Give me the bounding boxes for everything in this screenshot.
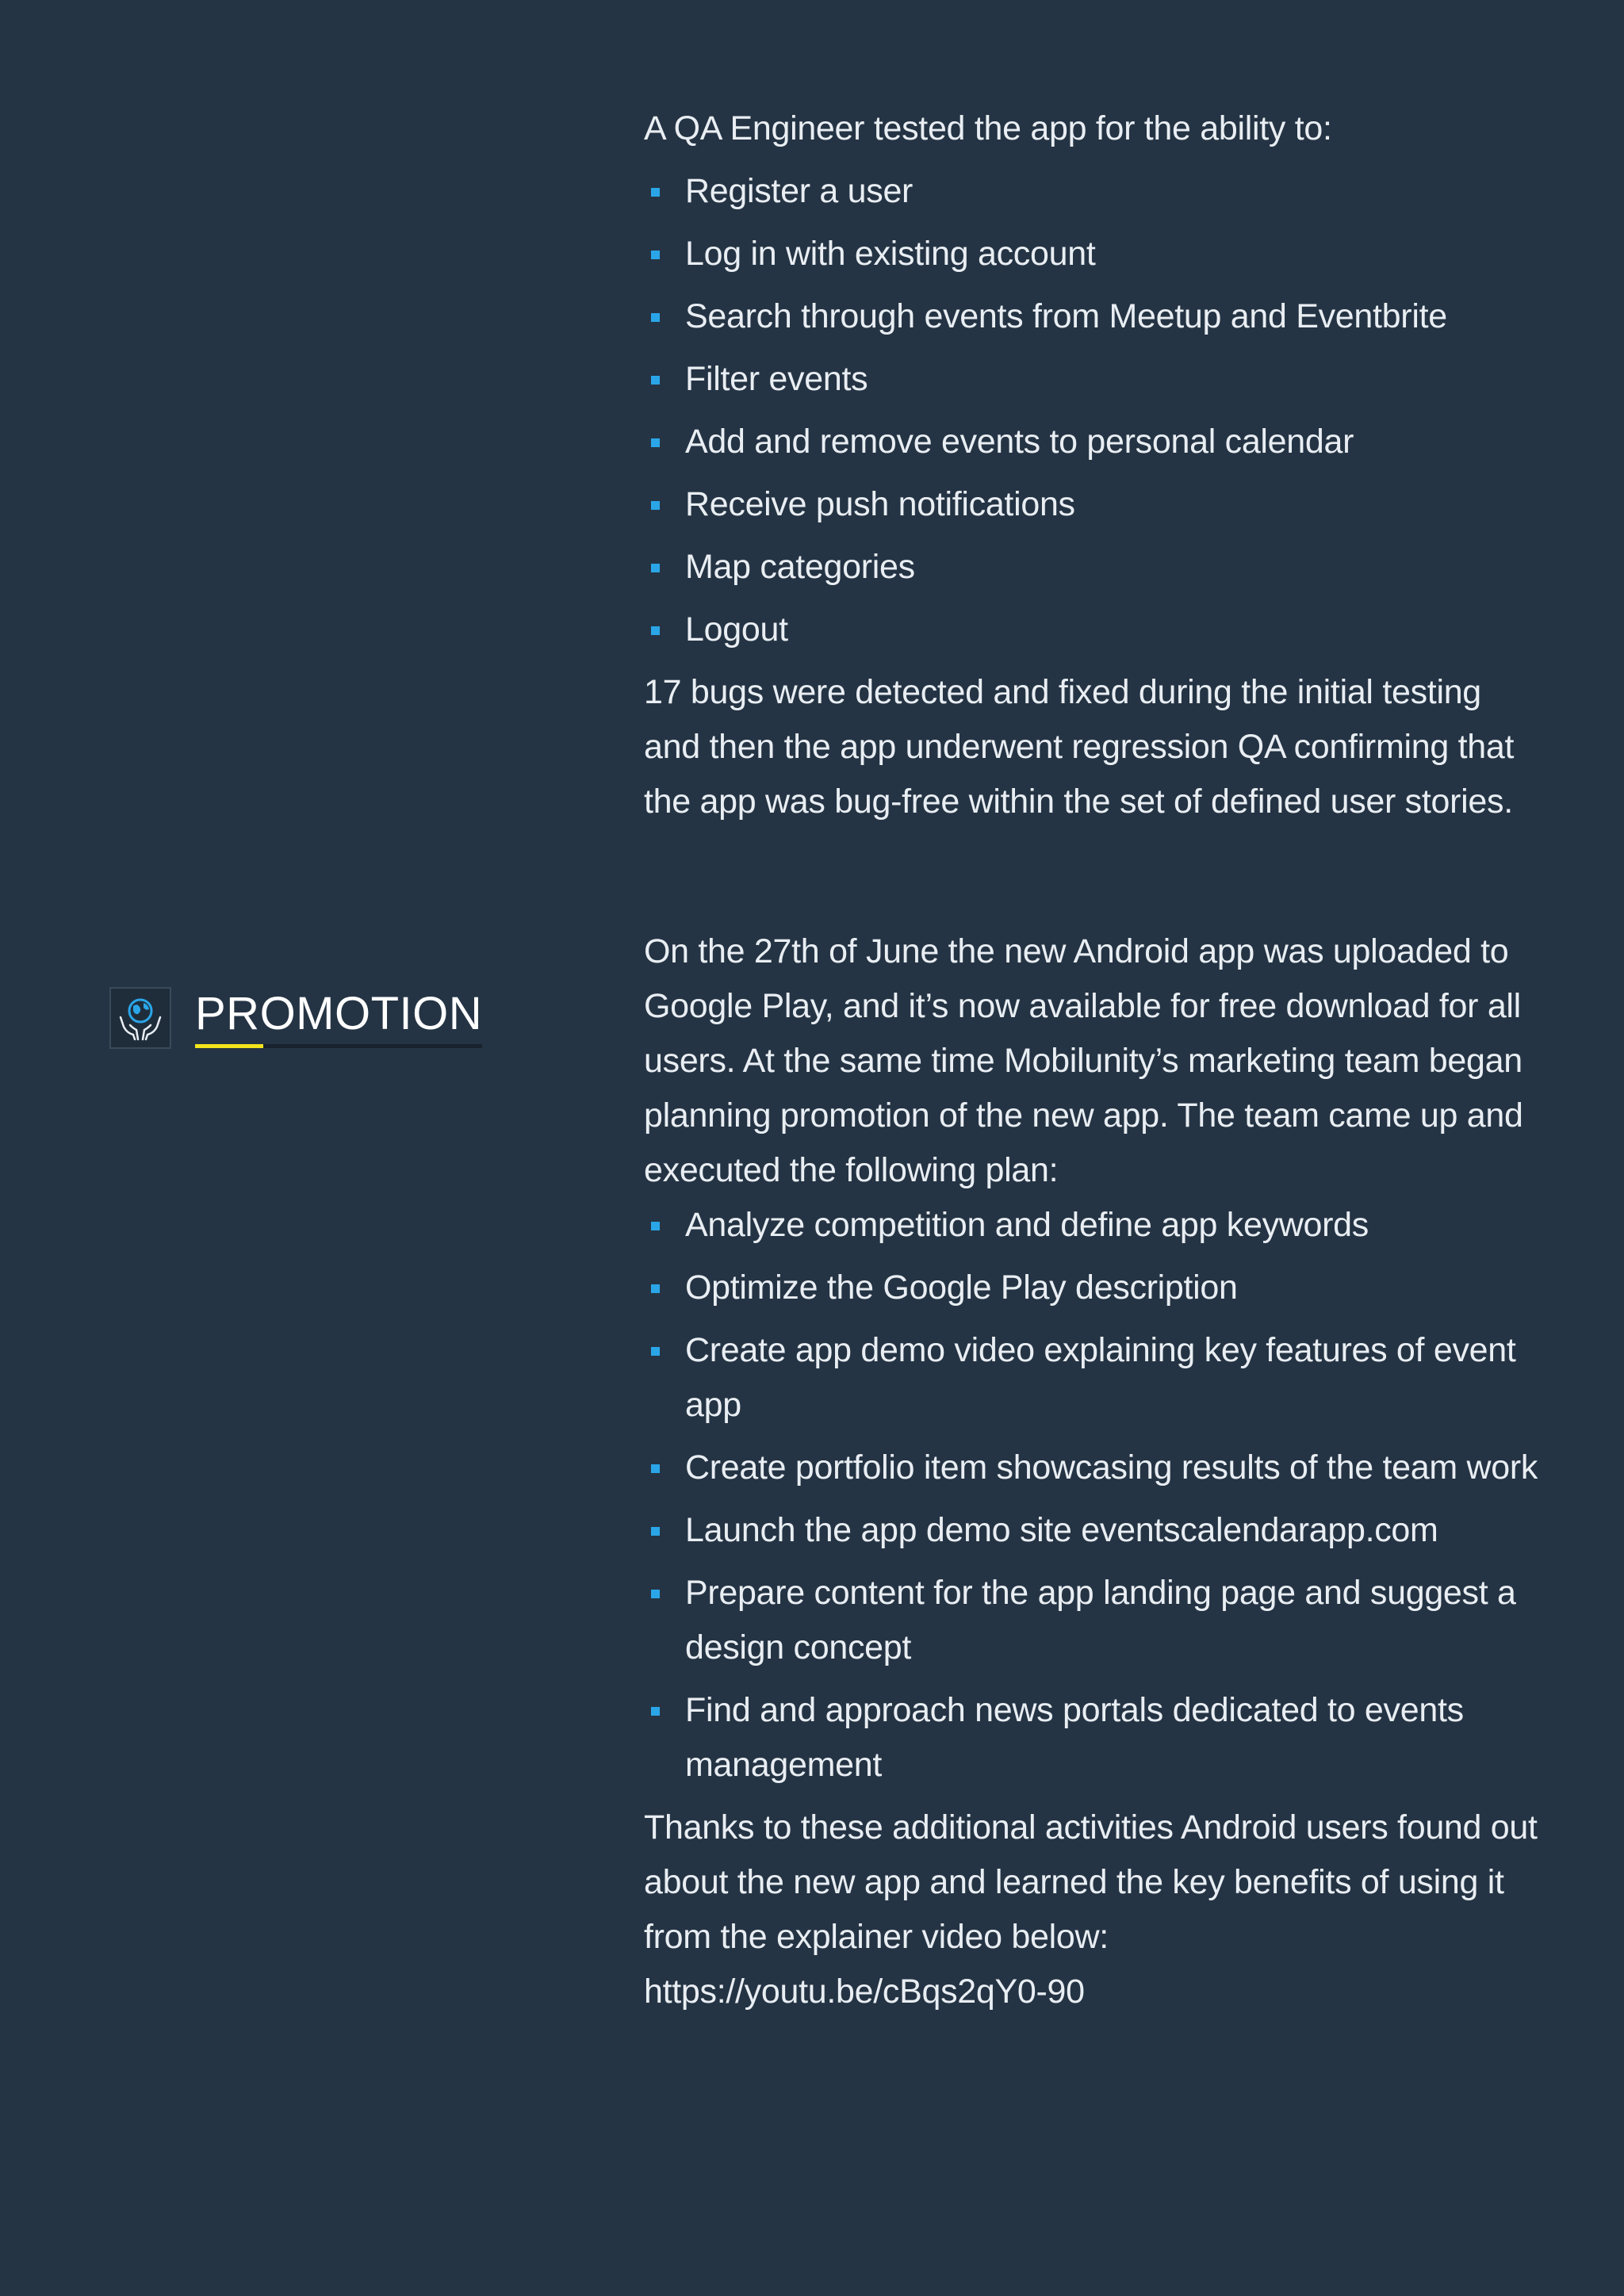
list-item: Create app demo video explaining key features of event app bbox=[644, 1323, 1540, 1433]
list-item: Find and approach news portals dedicated to events management bbox=[644, 1683, 1540, 1793]
promotion-list bbox=[644, 1198, 1540, 1793]
list-item: Map categories bbox=[644, 540, 1540, 595]
qa-summary: 17 bugs were detected and fixed during the initial testing and then the app underwent regression QA confirming that the app was bug-free within the set of defined user stories. bbox=[644, 673, 1515, 821]
promotion-title: PROMOTION bbox=[195, 988, 483, 1039]
promotion-intro: On the 27th of June the new Android app was uploaded to Google Play, and it’s now available for free download for all users. At the same time Mobilunity’s marketing team began planning promotion of the new app. The team came up and executed the following plan: bbox=[644, 932, 1523, 1189]
bullet-icon bbox=[651, 438, 660, 447]
list-item: Logout bbox=[644, 603, 1540, 657]
bullet-icon bbox=[651, 313, 660, 322]
bullet-icon bbox=[651, 188, 660, 197]
list-item: Register a user bbox=[644, 164, 1540, 219]
bullet-icon bbox=[651, 1222, 660, 1230]
section-spacer bbox=[644, 829, 1540, 924]
bullet-icon bbox=[651, 1707, 660, 1716]
bullet-icon bbox=[651, 626, 660, 635]
promotion-heading bbox=[109, 987, 482, 1049]
bullet-icon bbox=[651, 1590, 660, 1598]
qa-intro: A QA Engineer tested the app for the ability to: bbox=[644, 109, 1332, 147]
bullet-icon bbox=[651, 376, 660, 385]
list-item: Analyze competition and define app keywords bbox=[644, 1198, 1540, 1253]
video-link[interactable]: https://youtu.be/cBqs2qY0-90 bbox=[644, 1973, 1085, 2011]
bullet-icon bbox=[651, 1464, 660, 1473]
bullet-icon bbox=[651, 1347, 660, 1356]
promotion-underline-accent bbox=[195, 1044, 263, 1048]
bullet-icon bbox=[651, 1527, 660, 1536]
list-item: Receive push notifications bbox=[644, 477, 1540, 532]
qa-list bbox=[644, 164, 1540, 657]
bullet-icon bbox=[651, 501, 660, 510]
bullet-icon bbox=[651, 1284, 660, 1293]
list-item: Add and remove events to personal calendar bbox=[644, 415, 1540, 469]
list-item: Optimize the Google Play description bbox=[644, 1261, 1540, 1315]
promotion-closing: Thanks to these additional activities Android users found out about the new app and learned the key benefits of using it from the explainer video below: bbox=[644, 1808, 1538, 1956]
list-item: Search through events from Meetup and Eventbrite bbox=[644, 289, 1540, 344]
list-item: Filter events bbox=[644, 352, 1540, 407]
list-item: Launch the app demo site eventscalendarapp.com bbox=[644, 1503, 1540, 1558]
bullet-icon bbox=[651, 251, 660, 259]
globe-in-hands-icon bbox=[109, 987, 171, 1049]
list-item: Log in with existing account bbox=[644, 227, 1540, 281]
list-item: Prepare content for the app landing page and suggest a design concept bbox=[644, 1566, 1540, 1675]
promotion-title-wrap bbox=[195, 988, 482, 1048]
list-item: Create portfolio item showcasing results of the team work bbox=[644, 1441, 1540, 1495]
main-content bbox=[644, 101, 1540, 2019]
bullet-icon bbox=[651, 564, 660, 572]
